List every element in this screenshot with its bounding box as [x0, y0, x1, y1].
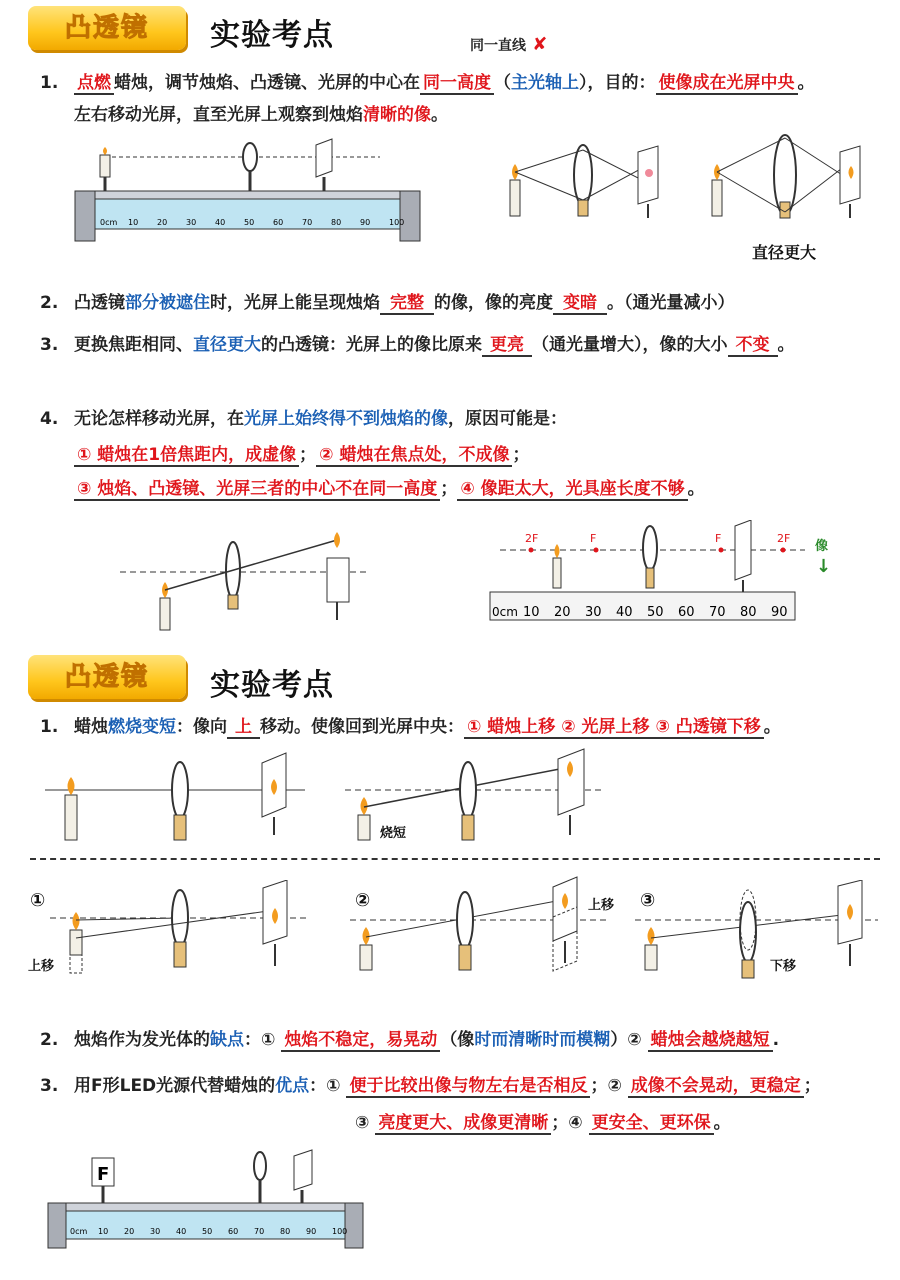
fix-candle-up [25, 880, 315, 980]
note-same-line: 同一直线 ✘ [470, 34, 548, 55]
ruler-tick-label: 60 [228, 1227, 239, 1236]
section2-tag [28, 655, 186, 699]
diagram-label-larger: 直径更大 [752, 243, 817, 262]
normal-candle-diagram [40, 745, 310, 845]
point-4-reasons-a: ① 蜡烛在1倍焦距内，成虚像 ； ② 蜡烛在焦点处，不成像 ； [74, 440, 529, 465]
section-title: 实验考点 [210, 18, 334, 53]
ruler-tick-label: 50 [202, 1227, 213, 1236]
misaligned-diagram [115, 520, 375, 635]
focal-point-dot [719, 548, 724, 553]
ruler-tick-label: 60 [678, 605, 695, 620]
ruler-top-label0: 0cm [100, 218, 118, 227]
ruler-tick-label: 80 [280, 1227, 291, 1236]
ruler-tick-label: 80 [740, 605, 757, 620]
focal-point-label: F [590, 532, 597, 545]
ruler-tick-label: 100 [389, 218, 405, 227]
ruler-tick-label: 30 [150, 1227, 161, 1236]
focal-point-dot [594, 548, 599, 553]
ruler-tick-label: 100 [332, 1227, 348, 1236]
marker-2: ② [355, 890, 371, 911]
ruler-bottom-label0: 0cm [70, 1227, 88, 1236]
optical-bench-bottom [40, 1148, 370, 1258]
ruler-tick-label: 70 [302, 218, 313, 227]
focal-point-dot [781, 548, 786, 553]
marker-3: ③ [640, 890, 656, 911]
ruler-tick-label: 20 [554, 605, 571, 620]
down-arrow: ↓ [816, 556, 832, 577]
ruler-tick-label: 60 [273, 218, 284, 227]
label-candle-up: 上移 [28, 959, 55, 974]
point-4-reasons-b: ③ 烛焰、凸透镜、光屏三者的中心不在同一高度 ； ④ 像距太大，光具座长度不够 。 [74, 474, 705, 499]
s2-point-2: 2. 烛焰作为发光体的缺点：① 烛焰不稳定，易晃动 （像时而清晰时而模糊）② 蜡烛会越烧越短 . [40, 1030, 780, 1050]
ruler-tick-label: 20 [124, 1227, 135, 1236]
ruler-tick-label: 40 [176, 1227, 187, 1236]
s2-point-1: 1. 蜡烛燃烧变短：像向 上 移动。使像回到光屏中央： ① 蜡烛上移 ② 光屏上移 ③ 凸透镜下移 。 [40, 717, 781, 737]
s2-point-3: 3. 用F形LED光源代替蜡烛的优点：① 便于比较出像与物左右是否相反 ；② 成像不会晃动，更稳定 ； [40, 1076, 821, 1096]
fix-lens-down [630, 880, 880, 980]
ruler-tick-label: 30 [585, 605, 602, 620]
ruler-tick-label: 70 [709, 605, 726, 620]
point-4: 4. 无论怎样移动光屏，在光屏上始终得不到烛焰的像，原因可能是： [40, 409, 567, 429]
section-tag-label: 凸透镜 [64, 13, 149, 43]
divider [30, 858, 880, 860]
ray-diagram-larger-lens [700, 130, 875, 230]
fix-screen-up [345, 875, 615, 980]
ruler-tick-label: 90 [306, 1227, 317, 1236]
optical-bench-top [60, 135, 440, 250]
focal-ruler-ticks [523, 605, 788, 620]
focal-point-label: F [715, 532, 722, 545]
point-3: 3. 更换焦距相同、直径更大的凸透镜：光屏上的像比原来 更亮 （通光量增大），像的大小 不变 。 [40, 335, 795, 355]
marker-1: ① [30, 890, 46, 911]
section2-tag-label: 凸透镜 [64, 662, 149, 692]
focal-point-dot [529, 548, 534, 553]
label-screen-up: 上移 [588, 898, 615, 913]
point-1: 1. 点燃 蜡烛，调节烛焰、凸透镜、光屏的中心在 同一高度 （主光轴上），目的： 使像成在光屏中央 。 [40, 73, 815, 93]
ruler-tick-label: 50 [647, 605, 664, 620]
ruler-tick-label: 10 [98, 1227, 109, 1236]
s2-point-3-line2: ③ 亮度更大、成像更清晰 ；④ 更安全、更环保 。 [355, 1113, 731, 1133]
section-tag [28, 6, 186, 50]
ruler-tick-label: 40 [215, 218, 226, 227]
focal-point-label: 2F [525, 532, 539, 545]
ruler-tick-label: 40 [616, 605, 633, 620]
point-2: 2. 凸透镜部分被遮住时，光屏上能呈现烛焰 完整 的像，像的亮度 变暗 。（通光量减小） [40, 293, 735, 313]
label-lens-down: 下移 [770, 959, 797, 974]
ruler-tick-label: 70 [254, 1227, 265, 1236]
section2-title: 实验考点 [210, 668, 334, 703]
focal-ruler-label0: 0cm [492, 605, 518, 619]
focal-diagram [485, 520, 840, 625]
ruler-tick-label: 80 [331, 218, 342, 227]
burn-label: 烧短 [380, 826, 407, 841]
ruler-tick-label: 10 [128, 218, 139, 227]
point-1-line2: 左右移动光屏，直至光屏上观察到烛焰清晰的像。 [74, 105, 448, 125]
ruler-tick-label: 30 [186, 218, 197, 227]
ruler-tick-label: 20 [157, 218, 168, 227]
ruler-tick-label: 10 [523, 605, 540, 620]
ray-diagram-partial [498, 130, 673, 230]
ruler-tick-label: 50 [244, 218, 255, 227]
ruler-tick-label: 90 [360, 218, 371, 227]
focal-point-label: 2F [777, 532, 791, 545]
ruler-tick-label: 90 [771, 605, 788, 620]
image-label: 像 [815, 539, 829, 554]
led-letter: F [97, 1164, 110, 1185]
